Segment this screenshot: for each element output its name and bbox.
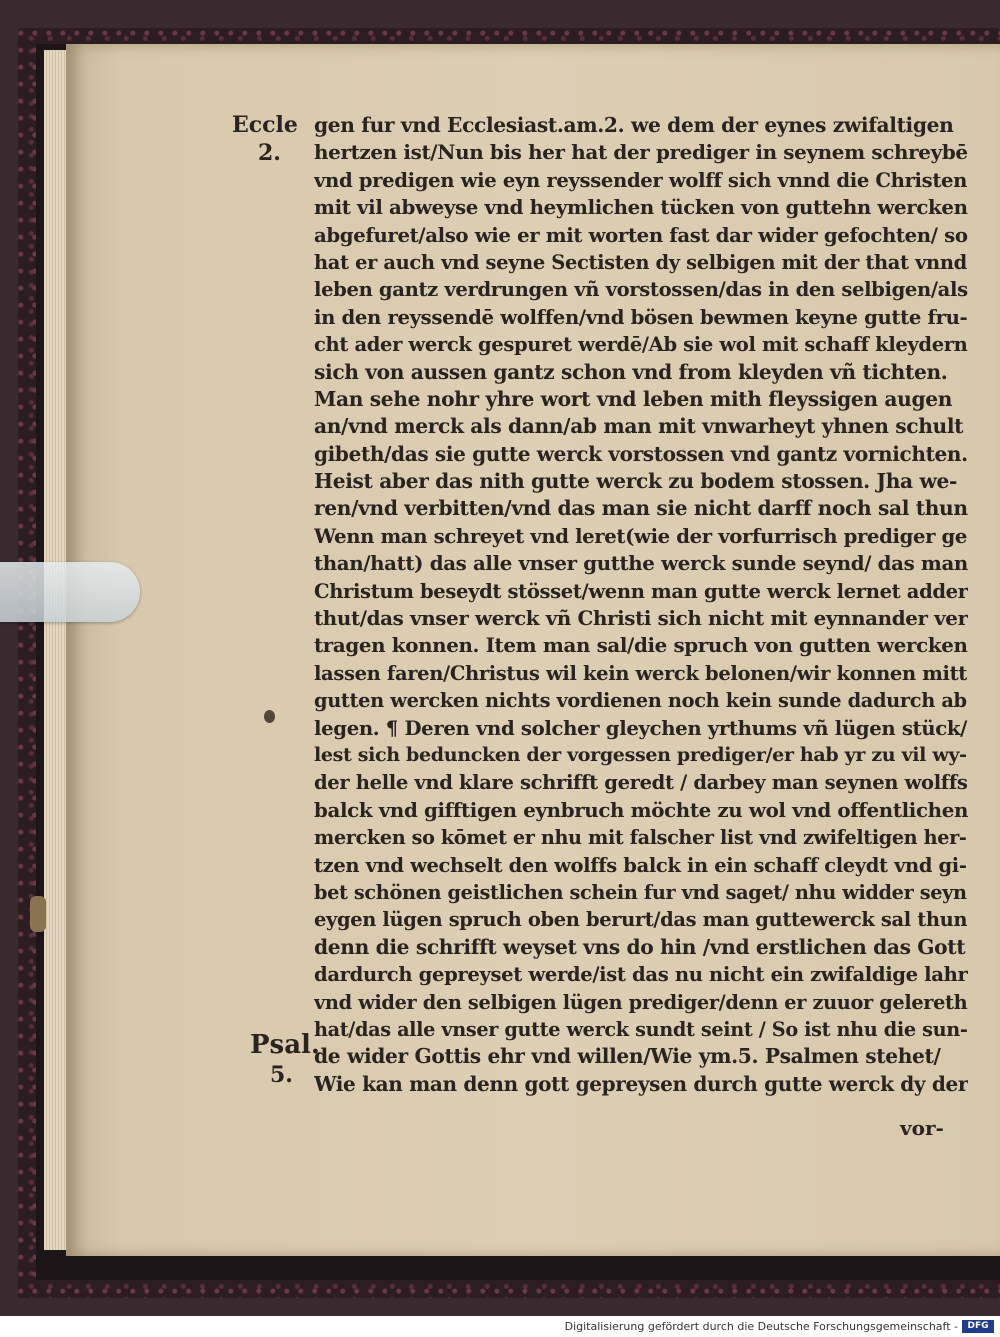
dfg-logo: DFG — [962, 1320, 994, 1333]
text-line: Wenn man schreyet vnd leret(wie der vorfurrisch prediger ge — [314, 524, 968, 548]
text-line: cht ader werck gespuret werdē/Ab sie wol mit schaff kleydern — [314, 333, 968, 357]
ink-spot — [264, 710, 275, 723]
text-line: abgefuret/also wie er mit worten fast dar wider gefochten/ so — [314, 223, 968, 247]
text-line: mit vil abweyse vnd heymlichen tücken von guttehn wercken — [314, 195, 968, 220]
text-line: lest sich beduncken der vorgessen prediger/er hab yr zu vil wy- — [314, 743, 967, 766]
text-line: bet schönen geistlichen schein fur vnd saget/ nhu widder seyn — [314, 880, 967, 904]
text-line: dardurch gepreyset werde/ist das nu nicht ein zwifaldige lahr — [314, 963, 968, 987]
text-line: thut/das vnser werck vñ Christi sich nicht mit eynnander ver — [314, 606, 968, 631]
text-line: gibeth/das sie gutte werck vorstossen vnd gantz vornichten. — [314, 441, 968, 466]
margin-note: 2. — [258, 140, 281, 166]
catchword: vor- — [900, 1116, 944, 1140]
text-line: de wider Gottis ehr vnd willen/Wie ym.5. Psalmen stehet/ — [314, 1044, 941, 1069]
text-line: balck vnd gifftigen eynbruch möchte zu wol vnd offentlichen — [314, 797, 968, 822]
text-line: an/vnd merck als dann/ab man mit vnwarheyt yhnen schult — [314, 414, 964, 439]
text-line: Heist aber das nith gutte werck zu bodem stossen. Jha we- — [314, 469, 958, 494]
page-clip — [0, 562, 140, 622]
text-line: der helle vnd klare schrifft geredt / darbey man seynen wolffs — [314, 771, 968, 795]
text-line: gen fur vnd Ecclesiast.am.2. we dem der eynes zwifaltigen — [314, 113, 954, 137]
text-line: denn die schrifft weyset vns do hin /vnd erstlichen das Gott — [314, 934, 966, 959]
text-line: tragen konnen. Item man sal/die spruch von gutten wercken — [314, 633, 968, 658]
text-line: eygen lügen spruch oben berurt/das man guttewerck sal thun — [314, 908, 968, 932]
text-line: lassen faren/Christus wil kein werck belonen/wir konnen mitt — [314, 661, 967, 685]
text-line: sich von aussen gantz schon vnd from kleyden vñ tichten. — [314, 359, 948, 384]
text-line: in den reyssendē wolffen/vnd bösen bewmen keyne gutte fru- — [314, 305, 968, 329]
text-line: vnd predigen wie eyn reyssender wolff sich vnnd die Christen — [314, 168, 968, 192]
footer-bar — [0, 1316, 1000, 1337]
text-line: hertzen ist/Nun bis her hat der prediger in seynem schreybē — [314, 140, 968, 165]
margin-note: 5. — [270, 1062, 293, 1088]
margin-note: Eccle — [232, 112, 298, 138]
text-line: Wie kan man denn gott gepreysen durch gutte werck dy der — [314, 1071, 968, 1096]
body-text — [314, 112, 968, 1098]
text-line: than/hatt) das alle vnser gutthe werck sunde seynd/ das man — [314, 551, 968, 576]
text-line: hat er auch vnd seyne Sectisten dy selbigen mit der that vnnd — [314, 250, 967, 274]
text-line: legen. ¶ Deren vnd solcher gleychen yrthums vñ lügen stück/ — [314, 716, 967, 740]
footer-credit: Digitalisierung gefördert durch die Deutsche Forschungsgemeinschaft - — [564, 1320, 958, 1333]
book-clasp — [30, 896, 46, 932]
text-line: hat/das alle vnser gutte werck sundt seint / So ist nhu die sun- — [314, 1017, 968, 1041]
text-line: tzen vnd wechselt den wolffs balck in ein schaff cleydt vnd gi- — [314, 853, 967, 877]
margin-note: Psal. — [250, 1030, 320, 1060]
text-line: Man sehe nohr yhre wort vnd leben mith fleyssigen augen — [314, 386, 953, 411]
text-line: vnd wider den selbigen lügen prediger/denn er zuuor gelereth — [314, 990, 968, 1014]
text-line: mercken so kōmet er nhu mit falscher list vnd zwifeltigen her- — [314, 826, 967, 850]
text-line: gutten wercken nichts vordienen noch kein sunde dadurch ab — [314, 689, 967, 713]
text-line: leben gantz verdrungen vñ vorstossen/das in den selbigen/als — [314, 278, 968, 302]
text-line: ren/vnd verbitten/vnd das man sie nicht darff noch sal thun — [314, 496, 968, 521]
text-line: Christum beseydt stösset/wenn man gutte werck lernet adder — [314, 579, 968, 603]
